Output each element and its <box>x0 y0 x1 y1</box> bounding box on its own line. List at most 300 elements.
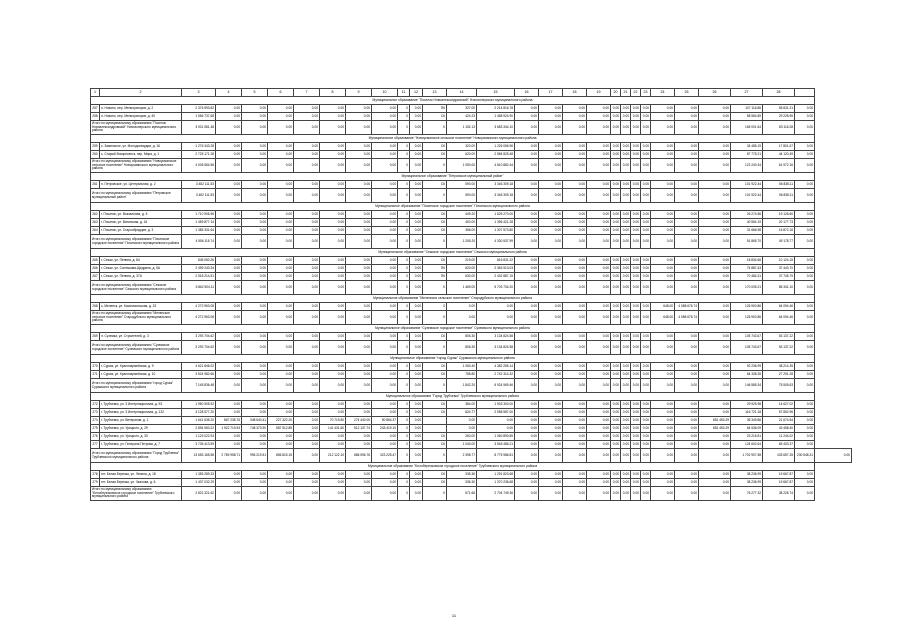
value-cell: 65 403.37 <box>763 441 795 449</box>
value-cell: 0.00 <box>515 479 539 487</box>
total-value: 0.00 <box>641 379 651 393</box>
value-cell: 0.00 <box>611 409 621 417</box>
total-value: Х <box>423 487 447 501</box>
value-cell: 0.00 <box>320 227 346 235</box>
value-cell: 0.00 <box>699 471 731 479</box>
address: г. Трубчевск, ул. 3 Интернационала, д. 93 <box>100 401 182 409</box>
address: г. Починок, ул. Старообрядцев, д. 3 <box>100 227 182 235</box>
column-number: 10 <box>372 89 398 97</box>
value-cell: 0.00 <box>346 303 372 311</box>
value-cell: 0.00 <box>515 257 539 265</box>
value-cell: 53 137.22 <box>763 333 795 341</box>
value-cell: 0.00 <box>216 371 242 379</box>
value-cell: 587 512.85 <box>268 425 294 433</box>
value-cell: 0.00 <box>675 425 699 433</box>
value-cell: СК <box>423 363 447 371</box>
value-cell: 0.00 <box>641 371 651 379</box>
value-cell: 2 499 240.34 <box>182 265 216 273</box>
column-number: 8 <box>320 89 346 97</box>
value-cell: 54 338.35 <box>731 371 763 379</box>
total-value: 0.00 <box>631 159 641 173</box>
value-cell: 0.00 <box>447 425 477 433</box>
total-value: 0.00 <box>320 311 346 325</box>
total-value: 0.00 <box>587 379 611 393</box>
value-cell: 0.00 <box>621 409 631 417</box>
column-number: 22 <box>631 89 641 97</box>
value-cell: 0.00 <box>795 425 815 433</box>
section-title: Муниципальное образование "Починское городское поселение" Починского муниципального района <box>91 203 815 211</box>
value-cell: 0.00 <box>675 433 699 441</box>
value-cell: 38 236.99 <box>731 471 763 479</box>
total-value: 212 122.10 <box>320 449 346 463</box>
value-cell: 2 363 913.03 <box>477 265 515 273</box>
value-cell: 845 050.26 <box>182 257 216 265</box>
row-number: 278 <box>91 471 100 479</box>
value-cell: 0.00 <box>515 181 539 189</box>
column-number: 12 <box>410 89 423 97</box>
total-value: 0.00 <box>346 311 372 325</box>
total-value: 101 922.44 <box>731 189 763 203</box>
value-cell: 55 831.21 <box>763 105 795 113</box>
value-cell: 0.00 <box>641 425 651 433</box>
row-number: 263 <box>91 219 100 227</box>
value-cell: 2 584 825.48 <box>477 151 515 159</box>
total-value: 0.00 <box>268 189 294 203</box>
total-value: 0.00 <box>795 189 815 203</box>
value-cell: 0.00 <box>641 219 651 227</box>
value-cell: 384.00 <box>447 401 477 409</box>
value-cell: 0.00 <box>216 479 242 487</box>
value-cell: 0.00 <box>641 479 651 487</box>
value-cell: 0.00 <box>410 363 423 371</box>
total-value: 0.00 <box>563 311 587 325</box>
value-cell: 0.00 <box>699 181 731 189</box>
value-cell: 0 <box>398 151 410 159</box>
value-cell: 0.00 <box>611 265 621 273</box>
total-value: 0.00 <box>611 487 621 501</box>
value-cell: 0.00 <box>631 417 641 425</box>
value-cell: 1 083.40 <box>447 363 477 371</box>
total-value: 0.00 <box>611 189 621 203</box>
row-number: 269 <box>91 333 100 341</box>
value-cell: 0.00 <box>641 401 651 409</box>
value-cell: 0.00 <box>631 257 641 265</box>
value-cell: 0.00 <box>699 113 731 121</box>
value-cell <box>423 417 447 425</box>
value-cell: 0.00 <box>268 333 294 341</box>
total-value: 0.00 <box>631 311 641 325</box>
total-value: 0.00 <box>641 235 651 249</box>
value-cell: 0.00 <box>268 227 294 235</box>
value-cell: 0 <box>398 433 410 441</box>
value-cell: 0.00 <box>242 371 268 379</box>
total-value: 0 <box>398 487 410 501</box>
value-cell: 0.00 <box>795 181 815 189</box>
value-cell: 0.00 <box>320 181 346 189</box>
value-cell: 0.00 <box>651 425 675 433</box>
value-cell: 0.00 <box>587 143 611 151</box>
value-cell: 0.00 <box>410 409 423 417</box>
total-value: 0.00 <box>242 281 268 295</box>
value-cell: 0.00 <box>410 401 423 409</box>
value-cell: 0.00 <box>372 181 398 189</box>
value-cell: 0.00 <box>477 425 515 433</box>
address: г. Трубчевск, ул. Ветеранов, д. 1 <box>100 417 182 425</box>
value-cell: 90 864.37 <box>372 417 398 425</box>
total-value: 3 683 344.10 <box>477 121 515 135</box>
value-cell: 0.00 <box>641 181 651 189</box>
value-cell: 0.00 <box>651 433 675 441</box>
total-value: 0.00 <box>539 235 563 249</box>
total-value: 886 596.76 <box>346 449 372 463</box>
value-cell: 0.00 <box>242 363 268 371</box>
total-row <box>91 311 852 325</box>
value-cell: 0.00 <box>539 409 563 417</box>
value-cell: 400.00 <box>447 219 477 227</box>
table-row <box>91 371 852 379</box>
value-cell: 0.00 <box>621 265 631 273</box>
value-cell: 19 667.87 <box>763 471 795 479</box>
value-cell: 0.00 <box>699 479 731 487</box>
total-value: 0.00 <box>294 449 320 463</box>
total-value: Х <box>423 449 447 463</box>
value-cell: 0.00 <box>563 143 587 151</box>
table-row <box>91 257 852 265</box>
total-value: 0.00 <box>372 311 398 325</box>
value-cell: 0.00 <box>795 227 815 235</box>
value-cell: 0.00 <box>699 219 731 227</box>
value-cell: 0.00 <box>587 113 611 121</box>
value-cell: 0.00 <box>641 113 651 121</box>
value-cell: 0.00 <box>563 441 587 449</box>
total-value: 0.00 <box>216 341 242 355</box>
value-cell: 0.00 <box>346 227 372 235</box>
section-title-row <box>91 463 852 471</box>
total-value: 0.00 <box>699 311 731 325</box>
total-value: 83 116.28 <box>763 121 795 135</box>
value-cell: 0.00 <box>346 471 372 479</box>
value-cell: 2 742 314.32 <box>477 371 515 379</box>
total-value: 0.00 <box>539 341 563 355</box>
total-value: 0.00 <box>346 159 372 173</box>
value-cell: 0.00 <box>699 409 731 417</box>
total-value: 85 341.10 <box>763 281 795 295</box>
column-number: 5 <box>242 89 268 97</box>
total-value: 0.00 <box>372 189 398 203</box>
column-number: 7 <box>294 89 320 97</box>
value-cell: 0.00 <box>631 227 641 235</box>
total-value: 4 556 115.74 <box>182 235 216 249</box>
value-cell: 0.00 <box>641 441 651 449</box>
address: п. Петровское, ул. Центральная, д. 2 <box>100 181 182 189</box>
value-cell: 0.00 <box>651 143 675 151</box>
value-cell: 320.00 <box>447 143 477 151</box>
value-cell: 0.00 <box>515 471 539 479</box>
total-row <box>91 189 852 203</box>
value-cell: 0 <box>398 471 410 479</box>
total-value: 0.00 <box>410 159 423 173</box>
value-cell: 0.00 <box>675 333 699 341</box>
value-cell: 11 244.02 <box>763 433 795 441</box>
total-value: 0.00 <box>320 487 346 501</box>
value-cell: 0.00 <box>320 441 346 449</box>
address: п. Суземка, ул. Строителей, д. 3 <box>100 333 182 341</box>
value-cell: 0.00 <box>216 471 242 479</box>
value-cell: 0.00 <box>539 333 563 341</box>
value-cell: 3 346 309.18 <box>477 181 515 189</box>
value-cell: 0.00 <box>641 151 651 159</box>
total-value: 0.00 <box>515 379 539 393</box>
total-value: 0.00 <box>410 449 423 463</box>
total-value: 0.00 <box>216 121 242 135</box>
value-cell: 2 376 993.82 <box>182 105 216 113</box>
column-number: 3 <box>182 89 216 97</box>
total-value: 0.00 <box>621 235 631 249</box>
column-number: 28 <box>763 89 795 97</box>
total-value: 0.00 <box>320 379 346 393</box>
value-cell: 0.00 <box>611 441 621 449</box>
section-title: Муниципальное образование "Поселок Новоалександровский" Новохоперского муниципального района <box>91 97 815 105</box>
total-value: Х <box>423 341 447 355</box>
value-cell: 0.00 <box>346 143 372 151</box>
total-value: 0.00 <box>477 311 515 325</box>
value-cell: 57 852.96 <box>763 409 795 417</box>
value-cell: 227 322.20 <box>268 417 294 425</box>
value-cell: 0.00 <box>795 273 815 281</box>
value-cell: 0.00 <box>410 151 423 159</box>
total-value: 0.00 <box>651 189 675 203</box>
value-cell: 0.00 <box>795 371 815 379</box>
total-value: 0.00 <box>294 379 320 393</box>
address: с. Замельное, ул. Молодогвардии, д. 16 <box>100 143 182 151</box>
value-cell: 0.00 <box>539 417 563 425</box>
total-value: 105 743.67 <box>731 341 763 355</box>
value-cell: 0.00 <box>515 113 539 121</box>
total-value: 0.00 <box>563 449 587 463</box>
value-cell: 0.00 <box>675 273 699 281</box>
value-cell: 0.00 <box>320 479 346 487</box>
value-cell: 0.00 <box>675 265 699 273</box>
value-cell: 0.00 <box>699 265 731 273</box>
total-value: 0.00 <box>699 281 731 295</box>
value-cell: 0.00 <box>563 211 587 219</box>
total-value: 0.00 <box>242 487 268 501</box>
value-cell: 356.00 <box>447 227 477 235</box>
total-value: 0.00 <box>320 235 346 249</box>
value-cell: 0.00 <box>641 227 651 235</box>
column-number: 11 <box>398 89 410 97</box>
value-cell: 3 735 413.59 <box>182 441 216 449</box>
value-cell: 0.00 <box>621 257 631 265</box>
total-value: 0.00 <box>675 189 699 203</box>
total-value: 0.00 <box>242 121 268 135</box>
value-cell: 0.00 <box>587 433 611 441</box>
total-value: 0.00 <box>410 235 423 249</box>
total-value: 0.00 <box>539 449 563 463</box>
section-title: Муниципальное образование "Белоберезковское городское поселение" Трубчевского муниципального района <box>91 463 815 471</box>
value-cell: 37 443.70 <box>763 265 795 273</box>
value-cell: 0.00 <box>372 471 398 479</box>
value-cell: 0.00 <box>675 471 699 479</box>
value-cell: 0.00 <box>294 333 320 341</box>
value-cell: 0.00 <box>631 401 641 409</box>
total-value: 0 <box>398 341 410 355</box>
value-cell: 0.00 <box>699 257 731 265</box>
total-value: 4 330 537.99 <box>477 235 515 249</box>
address: п. Новопо, пер. Мелиораторов, д. 2 <box>100 105 182 113</box>
value-cell: 0.00 <box>242 401 268 409</box>
total-value: 0.00 <box>268 379 294 393</box>
total-value: 0.00 <box>346 235 372 249</box>
value-cell: 0.00 <box>410 471 423 479</box>
row-number: 276 <box>91 433 100 441</box>
total-value: 0.00 <box>372 235 398 249</box>
total-label: Итого по муниципальному образованию "Сежское городское поселение" Сежского муниципального района <box>91 281 182 295</box>
value-cell: 0.00 <box>216 333 242 341</box>
value-cell: 0.00 <box>563 265 587 273</box>
table-row <box>91 273 852 281</box>
value-cell: 0 <box>398 441 410 449</box>
total-value: 4 272 963.08 <box>182 311 216 325</box>
value-cell: 0.00 <box>346 363 372 371</box>
value-cell: 0.00 <box>587 105 611 113</box>
value-cell: 0.00 <box>268 479 294 487</box>
value-cell: 0.00 <box>631 479 641 487</box>
value-cell: 0.00 <box>320 143 346 151</box>
value-cell: СК <box>423 181 447 189</box>
value-cell: 0.00 <box>651 371 675 379</box>
value-cell: 0 <box>398 227 410 235</box>
total-value: 0.00 <box>587 311 611 325</box>
total-value: 0.00 <box>641 189 651 203</box>
total-value: 0.00 <box>651 235 675 249</box>
row-number: 266 <box>91 265 100 273</box>
total-value: 0.00 <box>410 189 423 203</box>
value-cell: 0.00 <box>621 479 631 487</box>
value-cell: 0.00 <box>641 471 651 479</box>
value-cell <box>423 425 447 433</box>
table-row <box>91 265 852 273</box>
total-value: 2 822 321.62 <box>182 487 216 501</box>
value-cell: 0.00 <box>242 227 268 235</box>
total-label: Итого по муниципальному образованию "Починское городское поселение" Починского муниципального района <box>91 235 182 249</box>
value-cell: 824.77 <box>447 409 477 417</box>
total-value: 323 225.47 <box>372 449 398 463</box>
value-cell: 0.00 <box>563 303 587 311</box>
value-cell: 806.30 <box>447 333 477 341</box>
value-cell: 0 <box>398 257 410 265</box>
value-cell: 0.00 <box>675 409 699 417</box>
value-cell: 2 214 816.78 <box>477 105 515 113</box>
total-value: 0.00 <box>611 121 621 135</box>
address: г. Трубчевск, ул. Урицкого, д. 29 <box>100 425 182 433</box>
value-cell: 0.00 <box>641 363 651 371</box>
section-title: Муниципальное образование "Меленское сельское поселение" Стародубского муниципального района <box>91 295 815 303</box>
value-cell: 0.00 <box>699 151 731 159</box>
value-cell: 0.00 <box>587 333 611 341</box>
total-value: 3 482 111.53 <box>182 189 216 203</box>
value-cell: 0.00 <box>539 151 563 159</box>
total-value: 0.00 <box>563 341 587 355</box>
value-cell: 0.00 <box>563 105 587 113</box>
value-cell: 327.00 <box>447 105 477 113</box>
value-cell: 0.00 <box>320 409 346 417</box>
address: с. Старый Воскресенск, пер. Мира, д. 1 <box>100 151 182 159</box>
row-number: 267 <box>91 273 100 281</box>
value-cell: 0.00 <box>216 441 242 449</box>
total-value: 0.00 <box>699 487 731 501</box>
section-title: Муниципальное образование "Новоусманское сельское поселение" Новоусманского муниципального района <box>91 135 815 143</box>
total-value: 0.00 <box>699 235 731 249</box>
value-cell: 0.00 <box>346 401 372 409</box>
total-value: 122 240.34 <box>731 159 763 173</box>
address: г. Починок, ул. Ватинская, д. 16 <box>100 219 182 227</box>
value-cell: 2 518 214.51 <box>182 273 216 281</box>
value-cell: 0.00 <box>515 363 539 371</box>
value-cell: 0.00 <box>242 105 268 113</box>
value-cell: 40 554.19 <box>731 219 763 227</box>
value-cell: СК <box>423 211 447 219</box>
value-cell: 0.00 <box>621 417 631 425</box>
value-cell: 0.00 <box>563 227 587 235</box>
total-value: 0.00 <box>447 311 477 325</box>
value-cell: 0.00 <box>410 425 423 433</box>
value-cell: 101 922.44 <box>731 181 763 189</box>
value-cell: 0 <box>398 265 410 273</box>
address: г. Сураж, ул. Красноармейская, д. 9 <box>100 363 182 371</box>
value-cell: 0.00 <box>242 433 268 441</box>
value-cell: 0.00 <box>587 211 611 219</box>
total-value: 0.00 <box>621 341 631 355</box>
total-value: 0.00 <box>268 235 294 249</box>
value-cell: СК <box>423 441 447 449</box>
value-cell: 0.00 <box>539 143 563 151</box>
total-value: 13 653 165.58 <box>182 449 216 463</box>
value-cell: 0.00 <box>539 303 563 311</box>
value-cell: 0.00 <box>795 333 815 341</box>
total-value: 1 842.20 <box>447 379 477 393</box>
total-value: 1 205.20 <box>447 235 477 249</box>
value-cell: 0.00 <box>675 371 699 379</box>
total-value: 0 <box>398 159 410 173</box>
total-value: 230 548.31 <box>795 449 815 463</box>
value-cell: 620.00 <box>447 151 477 159</box>
value-cell: 1 710 906.96 <box>182 211 216 219</box>
row-number: 261 <box>91 181 100 189</box>
value-cell: 1 060 890.85 <box>477 433 515 441</box>
value-cell: 0.00 <box>294 471 320 479</box>
value-cell: 0.00 <box>621 333 631 341</box>
value-cell: 0.00 <box>447 303 477 311</box>
value-cell: 0.00 <box>216 409 242 417</box>
value-cell: 0.00 <box>372 227 398 235</box>
total-value: 0.00 <box>563 235 587 249</box>
value-cell: 0.00 <box>587 219 611 227</box>
total-value: 0.00 <box>372 379 398 393</box>
value-cell: 219.00 <box>447 257 477 265</box>
value-cell: 0.00 <box>641 333 651 341</box>
value-cell: 0.00 <box>268 151 294 159</box>
value-cell: 0.00 <box>242 257 268 265</box>
total-value: 1 152.13 <box>447 121 477 135</box>
value-cell: 3 524 982.66 <box>182 371 216 379</box>
value-cell: 0.00 <box>621 181 631 189</box>
total-value: 2 789 958.71 <box>216 449 242 463</box>
value-cell: 590.00 <box>447 181 477 189</box>
value-cell: 0.00 <box>699 143 731 151</box>
value-cell: 0 <box>398 143 410 151</box>
total-row <box>91 235 852 249</box>
